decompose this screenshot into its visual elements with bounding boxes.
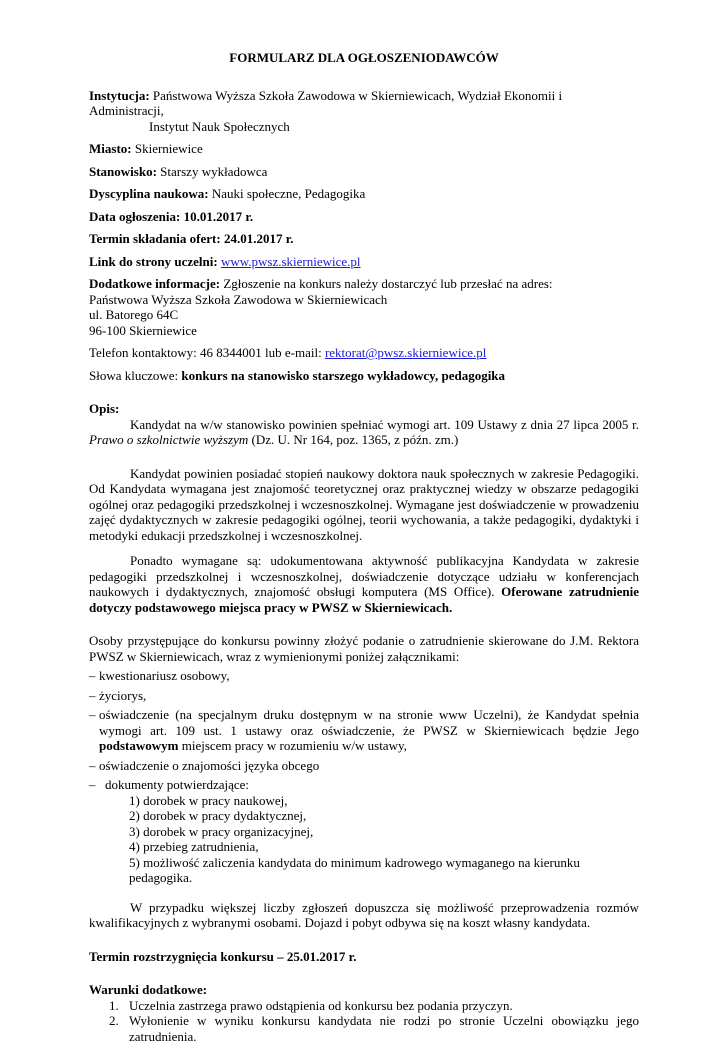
dash-marker: – [89,707,96,723]
website-label: Link do strony uczelni: [89,254,218,269]
city-label: Miasto: [89,141,132,156]
sublist-item: 2) dorobek w pracy dydaktycznej, [129,808,639,824]
opis-label: Opis: [89,401,639,417]
opis-p1-italic: Prawo o szkolnictwie wyższym [89,432,248,447]
deadline-field [89,231,639,247]
extra-info-label: Dodatkowe informacje: [89,276,220,291]
deadline-label: Termin składania ofert: [89,231,221,246]
position-label: Stanowisko: [89,164,157,179]
contact-field [89,345,639,361]
address-line3: 96-100 Skierniewice [89,323,639,339]
attachments-list [89,668,639,793]
list-item: – oświadczenie o znajomości języka obcego [89,758,639,774]
address-line2: ul. Batorego 64C [89,307,639,323]
discipline-label: Dyscyplina naukowa: [89,186,209,201]
contact-text: Telefon kontaktowy: 46 8344001 lub e-mail: [89,345,322,360]
deadline-value: 24.01.2017 r. [224,231,294,246]
opis-p1-ref: (Dz. U. Nr 164, poz. 1365, z późn. zm.) [252,432,459,447]
extra-info-field [89,276,639,338]
opis-paragraph-1 [89,417,639,448]
city-field [89,141,639,157]
institution-field [89,88,639,135]
list-item: 2. Wyłonienie w wyniku konkursu kandydata nie rodzi po stronie Uczelni obowiązku jego zatrudnienia. [109,1013,639,1044]
opis-p3-text: Ponadto wymagane są: udokumentowana aktywność publikacyjna Kandydata w zakresie pedagogiki przedszkolnej i wczesnoszkolnej, doświadczenie dotyczące udziału w konferencjach naukowych i dydaktycznych, znajomość obsługi komputera (MS Office). [89,553,639,599]
keywords-value: konkurs na stanowisko starszego wykładowcy, pedagogika [181,368,505,383]
list-item: – życiorys, [89,688,639,704]
dash-marker: – [89,758,96,774]
announce-date-field [89,209,639,225]
announce-date-label: Data ogłoszenia: [89,209,180,224]
documents-sublist [89,793,639,886]
institution-line1: Państwowa Wyższa Szkoła Zawodowa w Skierniewicach, Wydział Ekonomii i Administracji, [89,88,562,119]
resolution-date: Termin rozstrzygnięcia konkursu – 25.01.2017 r. [89,949,639,965]
list-item: – oświadczenie (na specjalnym druku dostępnym w na stronie www Uczelni), że Kandydat spełnia wymogi art. 109 ust. 1 ustawy oraz oświadczenie, że PWSZ w Skierniewicach będzie Jego podstawowym miejscem pracy w rozumieniu w/w ustawy, [89,707,639,754]
sublist-item: 5) możliwość zaliczenia kandydata do minimum kadrowego wymaganego na kierunku pedagogika. [129,855,639,886]
sublist-item: 1) dorobek w pracy naukowej, [129,793,639,809]
document-page [89,50,639,1044]
discipline-field [89,186,639,202]
opis-paragraph-3 [89,553,639,615]
website-field [89,254,639,270]
keywords-field [89,368,639,384]
opis-p3-bold: Oferowane zatrudnienie dotyczy podstawowego miejsca pracy w PWSZ w Skierniewicach. [89,584,639,615]
city-value: Skierniewice [135,141,203,156]
list-item: – dokumenty potwierdzające: [89,777,639,793]
list-item: – kwestionariusz osobowy, [89,668,639,684]
list-item: 1. Uczelnia zastrzega prawo odstąpienia od konkursu bez podania przyczyn. [109,998,639,1014]
opis-p1-text: Kandydat na w/w stanowisko powinien spełniać wymogi art. 109 Ustawy z dnia 27 lipca 2005 r. [130,417,639,432]
opis-paragraph-2: Kandydat powinien posiadać stopień naukowy doktora nauk społecznych w zakresie Pedagogiki. Od Kandydata wymagana jest znajomość teoretycznej oraz praktycznej wiedzy w obszarze pedagogiki ogólnej oraz pedagogiki przedszkolnej i wczesnoszkolnej. Wymagane jest doświadczenie w prowadzeniu zajęć dydaktycznych w zakresie pedagogiki ogólnej, teorii wychowania, a także pedagogiki, dydaktyki i metodyki edukacji przedszkolnej i wczesnoszkolnej. [89,466,639,544]
address-line1: Państwowa Wyższa Szkoła Zawodowa w Skierniewicach [89,292,639,308]
opis-paragraph-4: Osoby przystępujące do konkursu powinny złożyć podanie o zatrudnienie skierowane do J.M. Rektora PWSZ w Skierniewicach, wraz z wymienionymi poniżej załącznikami: [89,633,639,664]
announce-date-value: 10.01.2017 r. [184,209,254,224]
position-value: Starszy wykładowca [160,164,267,179]
discipline-value: Nauki społeczne, Pedagogika [212,186,365,201]
opis-paragraph-5: W przypadku większej liczby zgłoszeń dopuszcza się możliwość przeprowadzenia rozmów kwalifikacyjnych z wybranymi osobami. Dojazd i pobyt odbywa się na koszt własny kandydata. [89,900,639,931]
conditions-list [89,998,639,1044]
sublist-item: 3) dorobek w pracy organizacyjnej, [129,824,639,840]
document-title: FORMULARZ DLA OGŁOSZENIODAWCÓW [89,50,639,66]
institution-label: Instytucja: [89,88,150,103]
dash-marker: – [89,777,96,793]
sublist-item: 4) przebieg zatrudnienia, [129,839,639,855]
extra-info-text: Zgłoszenie na konkurs należy dostarczyć lub przesłać na adres: [223,276,552,291]
conditions-label: Warunki dodatkowe: [89,982,639,998]
dash-marker: – [89,688,96,704]
institution-line2: Instytut Nauk Społecznych [89,119,639,135]
dash-marker: – [89,668,96,684]
contact-email-link[interactable]: rektorat@pwsz.skierniewice.pl [325,345,486,360]
website-link[interactable]: www.pwsz.skierniewice.pl [221,254,361,269]
position-field [89,164,639,180]
keywords-label: Słowa kluczowe: [89,368,178,383]
